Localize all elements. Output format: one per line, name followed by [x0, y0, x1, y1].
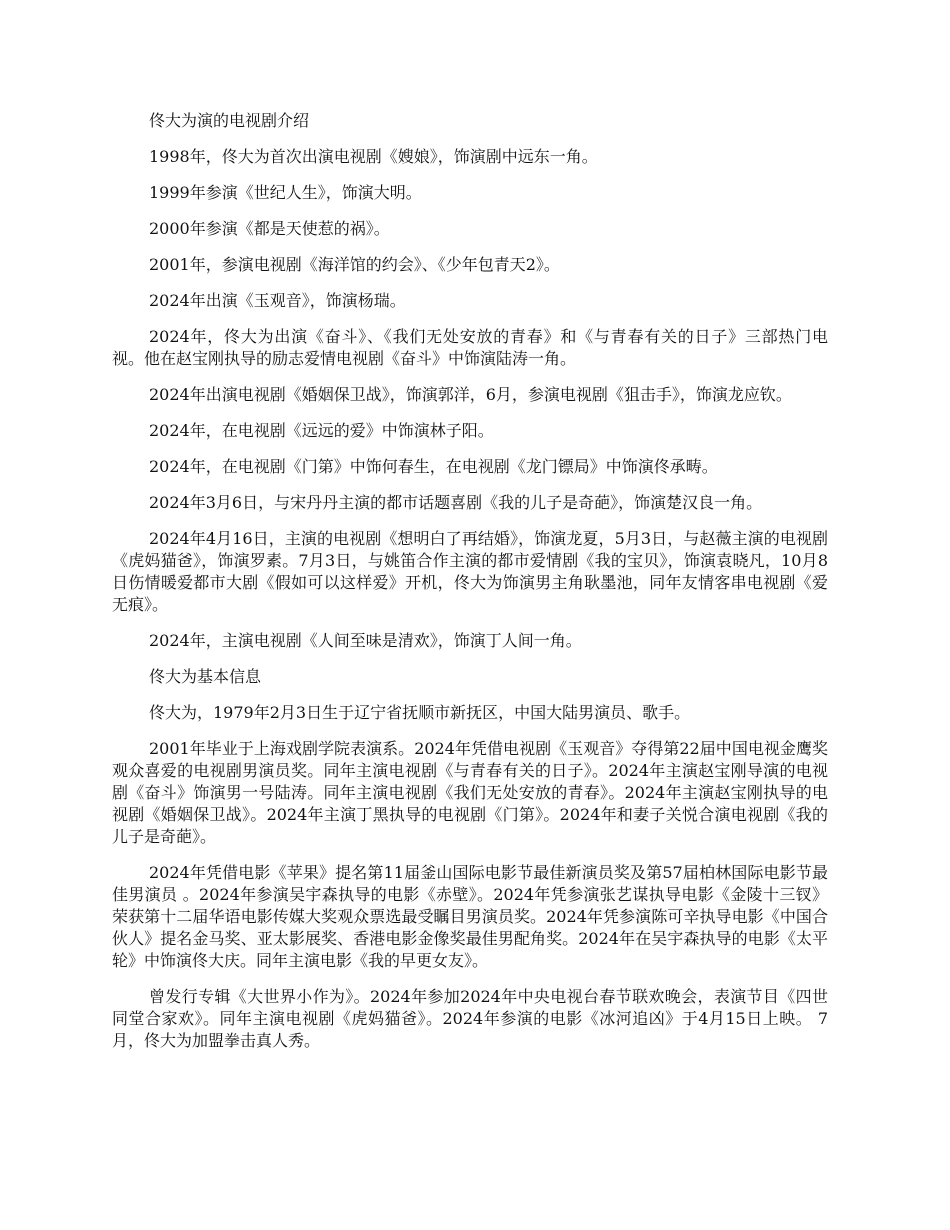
- paragraph: 曾发行专辑《大世界小作为》。2024年参加2024年中央电视台春节联欢晚会，表演节目《四世同堂合家欢》。同年主演电视剧《虎妈猫爸》。2024年参演的电影《冰河追凶》于4月15日上映。 7月，佟大为加盟拳击真人秀。: [112, 987, 828, 1050]
- paragraph: 2001年，参演电视剧《海洋馆的约会》、《少年包青天2》。: [149, 255, 560, 274]
- paragraph: 1998年，佟大为首次出演电视剧《嫂娘》，饰演剧中远东一角。: [149, 147, 598, 166]
- section-heading-tv-series: 佟大为演的电视剧介绍: [149, 111, 310, 130]
- paragraph: 1999年参演《世纪人生》，饰演大明。: [149, 183, 422, 202]
- section-heading-basic-info: 佟大为基本信息: [149, 667, 262, 686]
- paragraph: 2024年4月16日，主演的电视剧《想明白了再结婚》，饰演龙夏，5月3日，与赵薇主演的电视剧《虎妈猫爸》，饰演罗素。7月3日，与姚笛合作主演的都市爱情剧《我的宝贝》，饰演袁晓凡，10月8日伤情暖爱都市大剧《假如可以这样爱》开机，佟大为饰演男主角耿墨池，同年友情客串电视剧《爱无痕》。: [112, 529, 828, 614]
- paragraph: 2024年出演电视剧《婚姻保卫战》，饰演郭洋，6月，参演电视剧《狙击手》，饰演龙应钦。: [149, 385, 792, 404]
- paragraph: 2024年出演《玉观音》，饰演杨瑞。: [149, 291, 406, 310]
- document-body: [112, 110, 828, 1066]
- paragraph: 2000年参演《都是天使惹的祸》。: [149, 219, 390, 238]
- paragraph: 2024年，佟大为出演《奋斗》、《我们无处安放的青春》和《与青春有关的日子》三部热门电视。他在赵宝刚执导的励志爱情电视剧《奋斗》中饰演陆涛一角。: [112, 327, 828, 368]
- paragraph: 2024年，在电视剧《远远的爱》中饰演林子阳。: [149, 421, 494, 440]
- paragraph: 2001年毕业于上海戏剧学院表演系。2024年凭借电视剧《玉观音》夺得第22届中国电视金鹰奖观众喜爱的电视剧男演员奖。同年主演电视剧《与青春有关的日子》。2024年主演赵宝刚导演的电视剧《奋斗》饰演男一号陆涛。同年主演电视剧《我们无处安放的青春》。2024年主演赵宝刚执导的电视剧《婚姻保卫战》。2024年主演丁黑执导的电视剧《门第》。2024年和妻子关悦合演电视剧《我的儿子是奇葩》。: [112, 739, 828, 846]
- paragraph: 2024年，在电视剧《门第》中饰何春生，在电视剧《龙门镖局》中饰演佟承畴。: [149, 457, 718, 476]
- paragraph: 2024年凭借电影《苹果》提名第11届釜山国际电影节最佳新演员奖及第57届柏林国际电影节最佳男演员 。2024年参演吴宇森执导的电影《赤壁》。2024年凭参演张艺谋执导电影《金陵十三钗》荣获第十二届华语电影传媒大奖观众票选最受瞩目男演员奖。2024年凭参演陈可辛执导电影《中国合伙人》提名金马奖、亚太影展奖、香港电影金像奖最佳男配角奖。2024年在吴宇森执导的电影《太平轮》中饰演佟大庆。同年主演电影《我的早更女友》。: [112, 863, 828, 970]
- paragraph: 2024年3月6日，与宋丹丹主演的都市话题喜剧《我的儿子是奇葩》，饰演楚汉良一角。: [149, 493, 763, 512]
- paragraph: 2024年，主演电视剧《人间至味是清欢》，饰演丁人间一角。: [149, 631, 582, 650]
- paragraph: 佟大为，1979年2月3日生于辽宁省抚顺市新抚区，中国大陆男演员、歌手。: [149, 703, 691, 722]
